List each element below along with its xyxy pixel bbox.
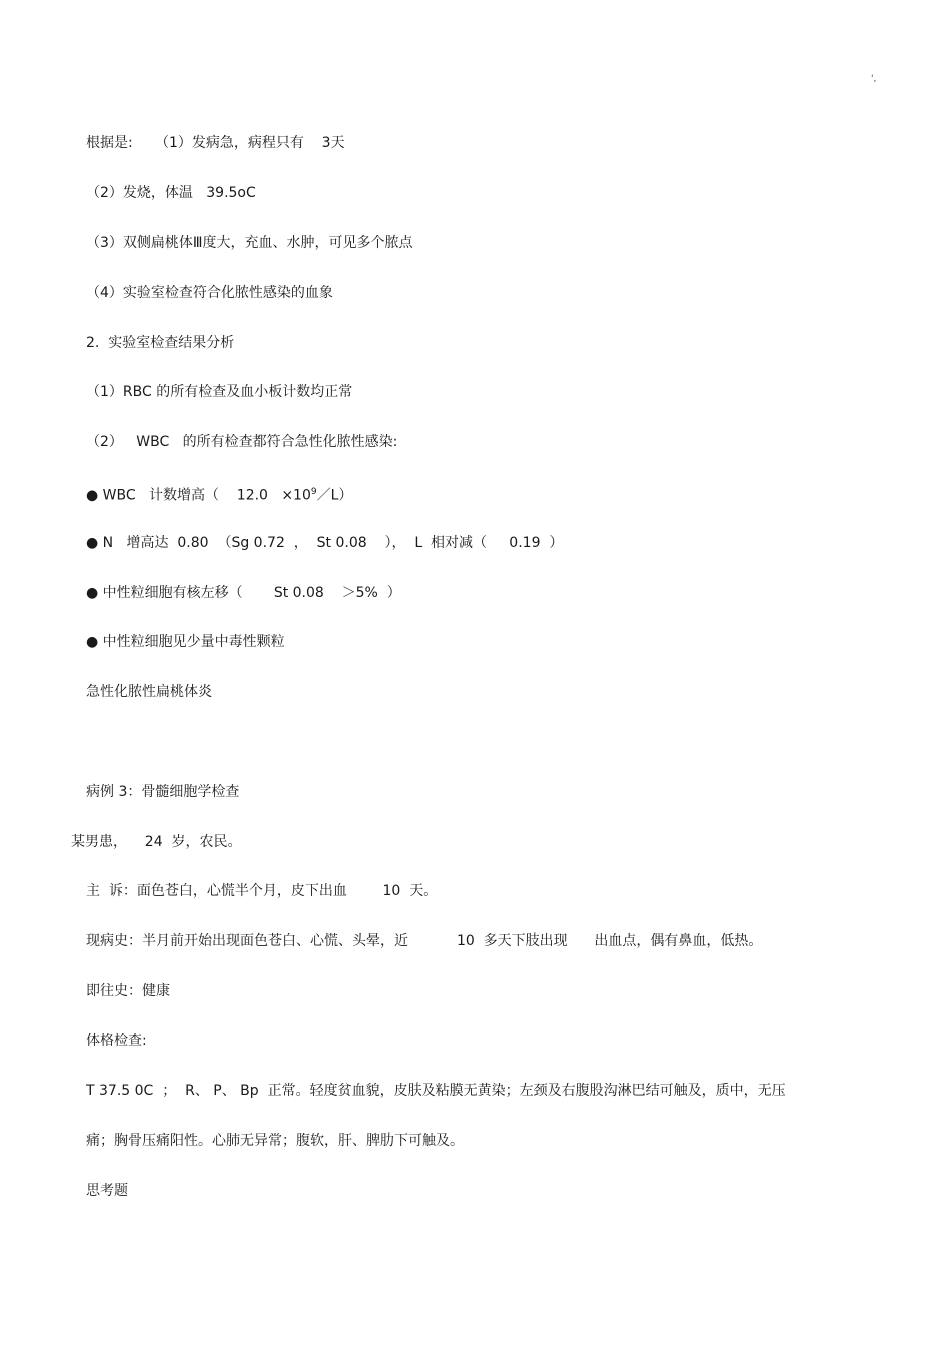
past-history: 即往史：健康 <box>86 983 170 999</box>
lab-line-rbc: （1）RBC 的所有检查及血小板计数均正常 <box>86 384 353 400</box>
section-heading-lab-analysis: 2. 实验室检查结果分析 <box>86 335 235 351</box>
bullet-left-shift: ● 中性粒细胞有核左移（ St 0.08 ＞5% ） <box>86 585 401 601</box>
diagnosis-line: 急性化脓性扁桃体炎 <box>86 684 212 700</box>
chief-complaint: 主 诉：面色苍白，心慌半个月，皮下出血 10 天。 <box>86 883 438 899</box>
bullet-neutrophil: ● N 增高达 0.80 （Sg 0.72 ， St 0.08 ）， L 相对减（ 0.19 ） <box>86 535 564 551</box>
basis-line-3: （3）双侧扁桃体Ⅲ度大，充血、水肿，可见多个脓点 <box>86 235 413 251</box>
questions-heading: 思考题 <box>86 1183 128 1199</box>
lab-line-wbc: （2） WBC 的所有检查都符合急性化脓性感染: <box>86 434 398 450</box>
page-corner-mark: ', <box>871 74 877 84</box>
basis-line-1: 根据是: （1）发病急，病程只有 3天 <box>86 135 345 151</box>
patient-info: 某男患， 24 岁，农民。 <box>71 834 242 850</box>
basis-line-4: （4）实验室检查符合化脓性感染的血象 <box>86 285 333 301</box>
basis-line-2: （2）发烧，体温 39.5oC <box>86 185 256 201</box>
physical-exam-heading: 体格检查: <box>86 1033 147 1049</box>
physical-exam-line-2: 痛；胸骨压痛阳性。心肺无异常；腹软，肝、脾肋下可触及。 <box>86 1133 464 1149</box>
wbc-exponent: 9 <box>310 487 317 497</box>
present-illness: 现病史：半月前开始出现面色苍白、心慌、头晕，近 10 多天下肢出现 出血点，偶有鼻血，低热。 <box>86 933 763 949</box>
bullet-toxic-granules: ● 中性粒细胞见少量中毒性颗粒 <box>86 634 285 650</box>
case-3-heading: 病例 3：骨髓细胞学检查 <box>86 784 240 800</box>
wbc-unit-text: ／L） <box>316 487 353 504</box>
wbc-count-text: ● WBC 计数增高（ 12.0 ×10 <box>86 487 311 504</box>
bullet-wbc-count <box>86 483 352 505</box>
physical-exam-line-1: T 37.5 0C ； R、 P、 Bp 正常。轻度贫血貌，皮肤及粘膜无黄染；左颈及右腹股沟淋巴结可触及，质中，无压 <box>86 1083 786 1099</box>
